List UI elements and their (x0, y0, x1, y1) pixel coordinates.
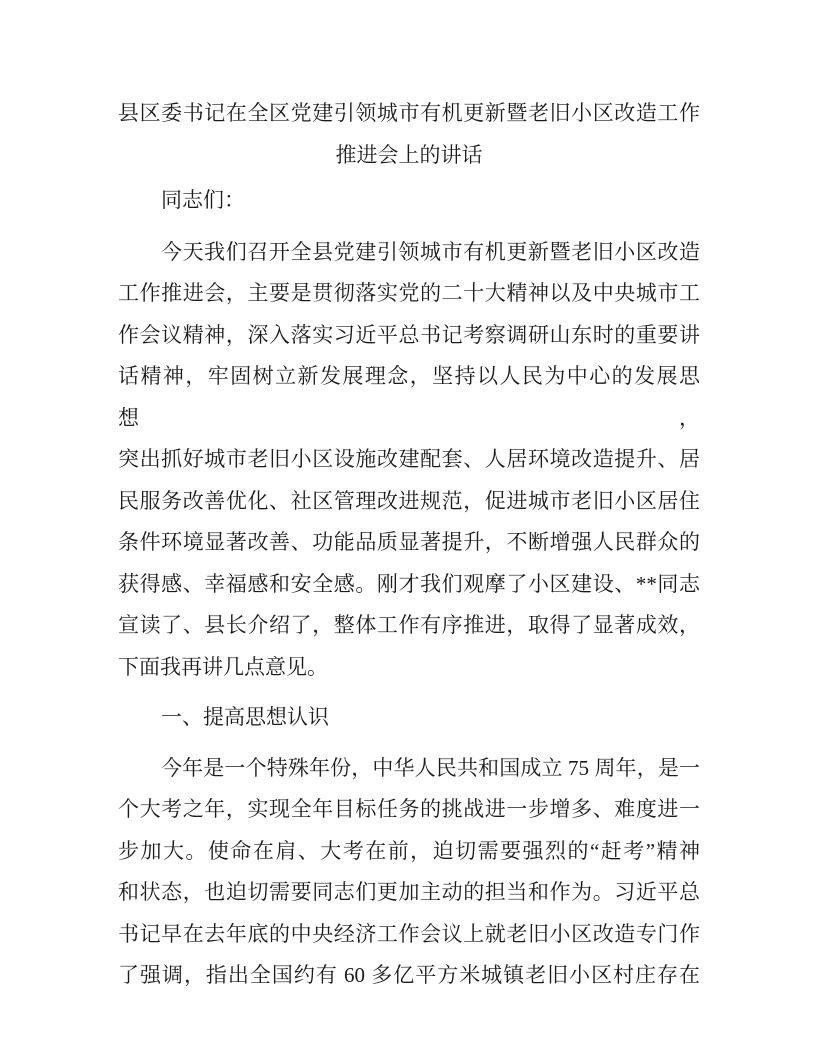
salutation: 同志们： (161, 188, 245, 212)
paragraph-1-line: 工作推进会，主要是贯彻落实党的二十大精神以及中央城市工 (118, 281, 700, 305)
paragraph-1-line: 获得感、幸福感和安全感。刚才我们观摩了小区建设、**同志 (118, 571, 700, 596)
title-line-2: 推进会上的讲话 (335, 143, 483, 167)
paragraph-2 (118, 748, 700, 997)
paragraph-2-line: 今年是一个特殊年份，中华人民共和国成立 75 周年，是一 (161, 755, 700, 780)
document-title (118, 92, 700, 176)
title-line-1: 县区委书记在全区党建引领城市有机更新暨老旧小区改造工作 (118, 101, 700, 125)
paragraph-2-line: 了强调，指出全国约有 60 多亿平方米城镇老旧小区村庄存在 (118, 963, 700, 987)
paragraph-1-line: 话精神，牢固树立新发展理念，坚持以人民为中心的发展思想， (118, 364, 700, 430)
section-heading-1: 一、提高思想认识 (161, 705, 329, 729)
paragraph-1-line: 突出抓好城市老旧小区设施改建配套、人居环境改造提升、居 (118, 447, 700, 471)
paragraph-1-line: 宣读了、县长介绍了，整体工作有序推进，取得了显著成效， (118, 613, 700, 637)
paragraph-2-line: 书记早在去年底的中央经济工作会议上就老旧小区改造专门作 (118, 921, 700, 946)
paragraph-1-line: 今天我们召开全县党建引领城市有机更新暨老旧小区改造 (161, 239, 700, 264)
paragraph-2-line: 步加大。使命在肩、大考在前，迫切需要强烈的“赶考”精神 (118, 838, 700, 863)
paragraph-1-line: 作会议精神，深入落实习近平总书记考察调研山东时的重要讲 (118, 322, 700, 347)
paragraph-1-line: 条件环境显著改善、功能品质显著提升，不断增强人民群众的 (118, 530, 700, 554)
paragraph-2-line: 个大考之年，实现全年目标任务的挑战进一步增多、难度进一 (118, 797, 700, 821)
paragraph-1-line: 民服务改善优化、社区管理改进规范，促进城市老旧小区居住 (118, 488, 700, 513)
paragraph-1-line: 下面我再讲几点意见。 (118, 654, 328, 679)
paragraph-1 (118, 232, 700, 689)
paragraph-2-line: 和状态，也迫切需要同志们更加主动的担当和作为。习近平总 (118, 880, 700, 904)
